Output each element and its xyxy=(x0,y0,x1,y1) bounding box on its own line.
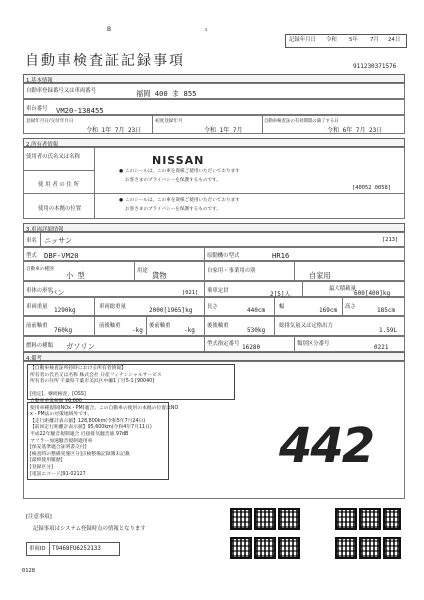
qr-code-icon xyxy=(359,508,381,530)
qr-code-icon xyxy=(359,537,381,559)
kind-value: 小 型 xyxy=(66,271,85,280)
length-label: 長さ xyxy=(207,304,218,310)
model-designation-label: 型式指定番号 xyxy=(207,341,240,347)
section-remarks: 4.備考 xyxy=(23,352,405,361)
kind-label: 自動車の種別 xyxy=(26,267,54,272)
privacy-code: [40052 0058] xyxy=(352,185,391,191)
remark-line: 【自動車検査証所持時における所有者情報】 xyxy=(30,366,126,371)
model-value: DBF-VM20 xyxy=(44,251,79,260)
remarks-list xyxy=(30,366,178,478)
remark-line: [最終使用履歴] xyxy=(30,458,63,464)
qr-code-icon xyxy=(230,537,252,559)
front-front-axle-value: 760kg xyxy=(54,327,73,334)
weight-label: 車両重量 xyxy=(26,304,48,310)
axle-row xyxy=(23,316,405,336)
chassis-value: VM20-138455 xyxy=(56,106,104,115)
length-value: 440cm xyxy=(247,307,266,314)
record-date-label: 記録年月日 xyxy=(289,37,316,43)
rear-front-axle-value: -kg xyxy=(184,327,195,334)
remark-line: 【走行距離計表示値】128,800km(令和5年7月24日) xyxy=(30,418,146,424)
qr-code-icon xyxy=(254,537,276,559)
tiny-mark: s xyxy=(205,28,208,33)
use-label: 用途 xyxy=(137,268,148,274)
privacy-text-1: このシールは、この車を貴様ご使用いただいております xyxy=(125,169,240,174)
reg-number-value: 福岡 400 ま 855 xyxy=(136,89,197,98)
reg-number-label: 自動車登録番号又は車両番号 xyxy=(26,88,97,94)
private-value: 自家用 xyxy=(309,271,331,280)
chassis-row xyxy=(23,99,405,115)
height-value: 185cm xyxy=(377,307,396,314)
front-rear-axle-value: -kg xyxy=(132,327,143,334)
rear-rear-axle-value: 530kg xyxy=(247,327,266,334)
qr-code-icon xyxy=(278,537,300,559)
width-label: 幅 xyxy=(279,304,285,310)
user-name-label: 使用者の氏名又は名称 xyxy=(26,154,80,160)
date-row xyxy=(23,115,405,134)
privacy-bullet-icon-2: ● xyxy=(119,198,124,203)
shape-value: バン xyxy=(50,288,65,297)
remark-line: [登録区分] xyxy=(30,464,53,470)
privacy-text-4: お客さまのプライバシーを保護するものです。 xyxy=(125,207,221,212)
weight-row xyxy=(23,297,405,316)
expiry-value: 令和 6年 7月 23日 xyxy=(327,127,383,134)
remark-line: 自動車重量税額 ¥6,600 xyxy=(30,398,82,404)
remark-line: [保安基準適合証明書交付] xyxy=(30,445,87,451)
rear-rear-axle-label: 後後軸重 xyxy=(207,323,229,329)
class-label: 類別区分番号 xyxy=(297,341,330,347)
weight-value: 1290kg xyxy=(54,307,76,314)
remark-line: x・PM法の対策地域外です。 xyxy=(30,412,93,418)
shape-row xyxy=(23,281,405,297)
qr-code-icon xyxy=(383,537,401,559)
gross-label: 車両総重量 xyxy=(99,304,126,310)
front-front-axle-label: 前前軸重 xyxy=(26,323,48,329)
model-label: 型式 xyxy=(26,253,37,259)
remark-line: [指定]、継続検査、[OSS] xyxy=(30,392,86,398)
notice-heading: [注意事項] xyxy=(26,514,52,520)
rear-front-axle-label: 後前軸重 xyxy=(149,323,171,329)
top-mark: B xyxy=(107,26,112,33)
user-address-label: 使 用 者 の 住 所 xyxy=(38,182,79,188)
remark-line: 平成22年騒音規制適合 近接排気騒音値 97dB xyxy=(30,431,129,437)
qr-code-icon xyxy=(254,508,276,530)
use-value: 貨物 xyxy=(152,271,167,280)
qr-code-icon xyxy=(278,508,300,530)
vehicle-id-box xyxy=(26,542,120,556)
section-vehicle-info: 3.車両詳細情報 xyxy=(23,223,405,232)
fuel-value: ガソリン xyxy=(66,342,95,351)
shape-label: 車体の形状 xyxy=(26,288,53,294)
reg-row xyxy=(23,83,405,99)
first-year-value: 令和 1年 7月 xyxy=(204,127,243,134)
document-number: 911230371576 xyxy=(353,63,397,70)
engine-label: 原動機の型式 xyxy=(207,253,240,259)
maker-label: 車名 xyxy=(26,238,37,244)
qr-code-icon xyxy=(383,508,401,530)
height-label: 高さ xyxy=(345,304,356,310)
qr-code-icon xyxy=(335,537,357,559)
capacity-value: 2[5]人 xyxy=(270,291,291,298)
handwritten-number: 442 xyxy=(279,418,374,474)
first-reg-label: 登録年月日/交付年月日 xyxy=(26,119,74,124)
width-value: 169cm xyxy=(319,307,338,314)
section-basic-info: 1.基本情報 xyxy=(23,74,405,83)
section-owner-info: 2.所有者情報 xyxy=(23,138,405,147)
max-load-label: 最大積載量 xyxy=(329,286,356,292)
remark-line: 使用車種規制(NOx・PM)適合。この自動車の使用の本拠の位置はNO xyxy=(30,405,179,411)
nissan-logo: NISSAN xyxy=(152,154,205,167)
displacement-value: 1.59L xyxy=(379,327,398,334)
maker-value: ニッサン xyxy=(44,236,73,245)
record-date-month: 7月 xyxy=(370,37,379,43)
chassis-label: 車台番号 xyxy=(26,106,48,112)
document-title: 自動車検査証記録事項 xyxy=(25,53,185,69)
record-date-day: 24日 xyxy=(388,37,401,43)
fuel-label: 燃料の種類 xyxy=(26,343,53,349)
notice-text: 記録事項はシステム登録時点の情報となります xyxy=(33,526,146,532)
kind-row xyxy=(23,261,405,281)
class-value: 0221 xyxy=(374,344,389,351)
displacement-label: 総排気量又は定格出力 xyxy=(279,323,333,329)
remark-line: 所有者の氏名又は名称 株式会社 日産フィナンシャルサービス xyxy=(30,372,162,378)
engine-value: HR16 xyxy=(272,251,290,260)
model-row xyxy=(23,247,405,261)
owner-block xyxy=(23,147,405,219)
remark-line: マフラー加速騒音規制適用車 xyxy=(30,438,93,444)
private-label: 自家用・事業用の別 xyxy=(207,268,256,274)
remark-line: 【前回走行距離計表示値】95,600km(令和4年7月11日) xyxy=(30,425,152,431)
footer-code: 0128 xyxy=(22,568,35,574)
vehicle-id-label: 車両ID xyxy=(29,546,46,552)
vehicle-id-value: T9468FU6252133 xyxy=(52,546,101,552)
first-reg-value: 令和 1年 7月 23日 xyxy=(86,127,142,134)
privacy-text-3: このシールは、この車を貴様ご使用いただいております xyxy=(125,198,240,203)
qr-code-icon xyxy=(230,508,252,530)
qr-code-icon xyxy=(335,508,357,530)
first-year-label: 初度登録年月 xyxy=(155,119,183,124)
maker-row xyxy=(23,232,405,247)
privacy-text-2: お客さまのプライバシーを保護するものです。 xyxy=(125,178,221,183)
max-load-value: 600[400]kg xyxy=(354,290,391,297)
fuel-row xyxy=(23,336,405,352)
front-rear-axle-label: 前後軸重 xyxy=(99,323,121,329)
shape-code: [021] xyxy=(182,290,199,296)
model-designation-value: 16280 xyxy=(242,344,261,351)
maker-code: [213] xyxy=(382,237,399,243)
privacy-bullet-icon: ● xyxy=(119,169,124,174)
remark-line: 所有者の住所 千葉県千葉市美浜区中瀬1丁目5-1 [90040] xyxy=(30,379,155,385)
expiry-label: 自動車検査証の有効期間の満了する日 xyxy=(264,119,339,124)
remarks-block xyxy=(23,361,405,499)
remark-line: [検査時の整備実施区分]点検整備記録簿未記載 xyxy=(30,451,130,457)
gross-value: 2000[1965]kg xyxy=(149,307,193,314)
record-date-box xyxy=(285,34,407,48)
record-date-year: 5年 xyxy=(349,37,358,43)
record-date-era: 令和 xyxy=(326,37,337,43)
remark-line: [電話エコード]91-02127 xyxy=(30,471,86,477)
capacity-label: 乗車定員 xyxy=(207,288,229,294)
user-base-label: 使用の本拠の位置 xyxy=(38,206,82,212)
